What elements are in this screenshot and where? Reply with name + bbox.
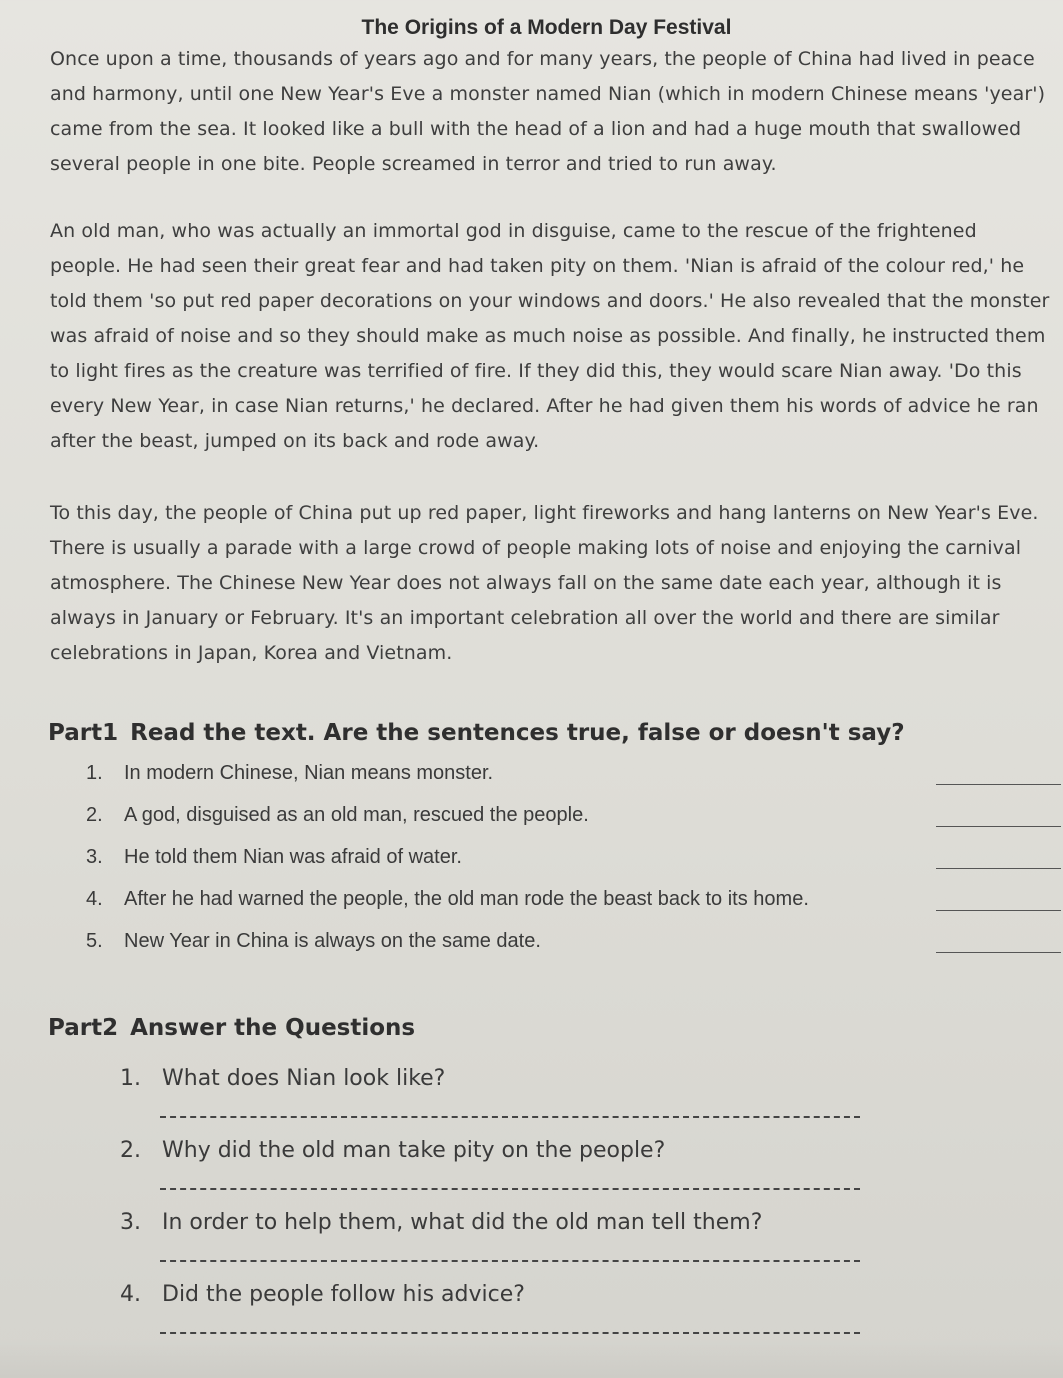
tf-item-number: 4. bbox=[86, 887, 103, 910]
tf-item-5 bbox=[86, 920, 1061, 962]
story-paragraph-3: To this day, the people of China put up red paper, light fireworks and hang lanterns on New Year's Eve. There is usually a parade with a large crowd of people making lots of noise and enjoying the carnival atmosphere. The Chinese New Year does not always fall on the same date each year, although it is always in January or February. It's an important celebration all over the world and there are similar celebrations in Japan, Korea and Vietnam. bbox=[50, 502, 1039, 664]
tf-item-number: 5. bbox=[86, 929, 103, 952]
part2-label: Part2 bbox=[48, 1015, 119, 1041]
question-number: 1. bbox=[120, 1066, 141, 1091]
tf-item-4 bbox=[86, 878, 1061, 920]
tf-item-number: 3. bbox=[86, 845, 103, 868]
question-text: What does Nian look like? bbox=[162, 1066, 446, 1091]
tf-answer-blank-3[interactable] bbox=[936, 846, 1061, 869]
question-answer-line-1[interactable] bbox=[160, 1116, 860, 1118]
part2-heading bbox=[48, 1015, 415, 1041]
tf-item-number: 2. bbox=[86, 803, 103, 826]
part1-label: Part1 bbox=[48, 720, 119, 746]
tf-item-text: In modern Chinese, Nian means monster. bbox=[124, 761, 494, 784]
question-text: In order to help them, what did the old man tell them? bbox=[162, 1210, 763, 1235]
question-item-1 bbox=[120, 1066, 880, 1138]
tf-item-text: After he had warned the people, the old man rode the beast back to its home. bbox=[124, 887, 809, 910]
story-paragraph-1: Once upon a time, thousands of years ago and for many years, the people of China had lived in peace and harmony, until one New Year's Eve a monster named Nian (which in modern Chinese means 'year') came from the sea. It looked like a bull with the head of a lion and had a huge mouth that swallowed several people in one bite. People screamed in terror and tried to run away. bbox=[50, 48, 1046, 175]
tf-item-text: New Year in China is always on the same date. bbox=[124, 929, 541, 952]
question-text: Why did the old man take pity on the people? bbox=[162, 1138, 666, 1163]
tf-item-text: A god, disguised as an old man, rescued the people. bbox=[124, 803, 589, 826]
document-title: The Origins of a Modern Day Festival bbox=[361, 16, 732, 39]
story-paragraph-2: An old man, who was actually an immortal god in disguise, came to the rescue of the frightened people. He had seen their great fear and had taken pity on them. 'Nian is afraid of the colour red,' he told them 'so put red paper decorations on your windows and doors.' He also revealed that the monster was afraid of noise and so they should make as much noise as possible. And finally, he instructed them to light fires as the creature was terrified of fire. If they did this, they would scare Nian away. 'Do this every New Year, in case Nian returns,' he declared. After he had given them his words of advice he ran after the beast, jumped on its back and rode away. bbox=[50, 220, 1050, 452]
tf-item-1 bbox=[86, 752, 1061, 794]
tf-answer-blank-4[interactable] bbox=[936, 888, 1061, 911]
paper-shadow bbox=[0, 1338, 1063, 1378]
part1-instruction: Read the text. Are the sentences true, false or doesn't say? bbox=[130, 720, 905, 746]
question-answer-line-3[interactable] bbox=[160, 1260, 860, 1262]
true-false-list bbox=[86, 752, 1061, 962]
question-text: Did the people follow his advice? bbox=[162, 1282, 525, 1307]
question-answer-line-2[interactable] bbox=[160, 1188, 860, 1190]
tf-answer-blank-5[interactable] bbox=[936, 930, 1061, 953]
tf-item-2 bbox=[86, 794, 1061, 836]
tf-item-text: He told them Nian was afraid of water. bbox=[124, 845, 462, 868]
question-number: 3. bbox=[120, 1210, 141, 1235]
tf-answer-blank-2[interactable] bbox=[936, 804, 1061, 827]
question-number: 2. bbox=[120, 1138, 141, 1163]
question-item-2 bbox=[120, 1138, 880, 1210]
question-number: 4. bbox=[120, 1282, 141, 1307]
tf-item-number: 1. bbox=[86, 761, 103, 784]
questions-list bbox=[120, 1066, 880, 1354]
tf-answer-blank-1[interactable] bbox=[936, 762, 1061, 785]
tf-item-3 bbox=[86, 836, 1061, 878]
part2-instruction: Answer the Questions bbox=[130, 1015, 416, 1041]
part1-heading bbox=[48, 720, 905, 746]
question-item-3 bbox=[120, 1210, 880, 1282]
question-answer-line-4[interactable] bbox=[160, 1332, 860, 1334]
